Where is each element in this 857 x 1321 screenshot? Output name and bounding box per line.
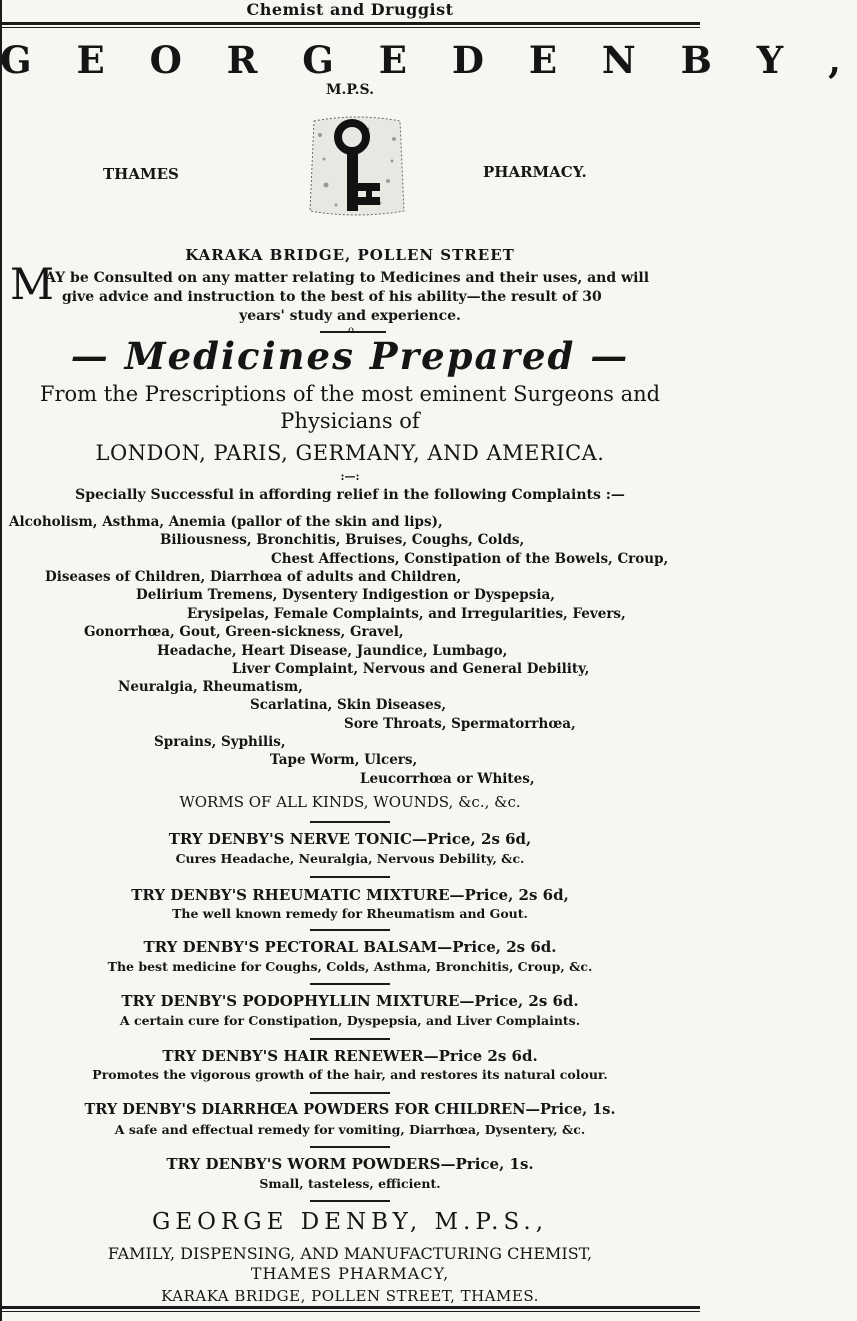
product-desc: The best medicine for Coughs, Colds, Asthma, Bronchitis, Croup, &c. (107, 959, 593, 974)
divider (310, 929, 390, 931)
complaint-line: Alcoholism, Asthma, Anemia (pallor of the skin and lips), (9, 514, 443, 530)
product-desc: A certain cure for Constipation, Dyspepsia, and Liver Complaints. (119, 1013, 581, 1028)
footer-name: GEORGE DENBY, M.P.S., (151, 1209, 549, 1235)
worms-line: WORMS OF ALL KINDS, WOUNDS, &c., &c. (179, 793, 521, 811)
complaint-line: Erysipelas, Female Complaints, and Irregularities, Fevers, (187, 606, 626, 622)
product-desc: A safe and effectual remedy for vomiting, Diarrhœa, Dysentery, &c. (114, 1122, 586, 1137)
complaint-line: Tape Worm, Ulcers, (270, 752, 418, 768)
divider (310, 1092, 390, 1094)
divider (310, 1146, 390, 1148)
divider (310, 1200, 390, 1202)
product-title: TRY DENBY'S NERVE TONIC—Price, 2s 6d, (168, 830, 532, 848)
complaint-line: Biliousness, Bronchitis, Bruises, Coughs, Colds, (160, 532, 525, 548)
header-rule (0, 22, 700, 25)
complaint-line: Sprains, Syphilis, (154, 734, 286, 750)
key-emblem-icon (306, 115, 408, 218)
complaint-line: Chest Affections, Constipation of the Bowels, Croup, (271, 551, 669, 567)
divider (310, 1038, 390, 1040)
advertiser-name: G E O R G E D E N B Y , (0, 38, 857, 82)
footer-rule (0, 1306, 700, 1309)
product-desc: The well known remedy for Rheumatism and Gout. (172, 906, 528, 921)
complaint-line: Diseases of Children, Diarrhœa of adults and Children, (45, 569, 462, 585)
section-header: Chemist and Druggist (246, 0, 454, 19)
drop-cap: M (10, 260, 55, 310)
footer-rule-thin (0, 1311, 700, 1312)
complaint-line: Leucorrhœa or Whites, (360, 771, 535, 787)
footer-address: KARAKA BRIDGE, POLLEN STREET, THAMES. (161, 1287, 539, 1305)
intro-line-2: give advice and instruction to the best of his ability—the result of 30 (62, 289, 602, 305)
complaints-intro: Specially Successful in affording relief in the following Complaints :— (75, 487, 625, 503)
product-title: TRY DENBY'S DIARRHŒA POWDERS FOR CHILDREN—Price, 1s. (84, 1101, 616, 1118)
product-desc: Promotes the vigorous growth of the hair, and restores its natural colour. (92, 1067, 608, 1082)
complaint-line: Headache, Heart Disease, Jaundice, Lumbago, (157, 643, 508, 659)
thames-label: THAMES (103, 165, 179, 183)
divider (310, 876, 390, 878)
address-line: KARAKA BRIDGE, POLLEN STREET (185, 246, 515, 264)
product-title: TRY DENBY'S PODOPHYLLIN MIXTURE—Price, 2s 6d. (121, 992, 579, 1010)
complaint-line: Delirium Tremens, Dysentery Indigestion or Dyspepsia, (136, 587, 555, 603)
complaint-line: Liver Complaint, Nervous and General Debility, (232, 661, 590, 677)
intro-line-1: AY be Consulted on any matter relating to Medicines and their uses, and will (45, 270, 650, 286)
product-title: TRY DENBY'S HAIR RENEWER—Price 2s 6d. (162, 1047, 538, 1065)
product-title: TRY DENBY'S WORM POWDERS—Price, 1s. (166, 1155, 534, 1173)
product-desc: Small, tasteless, efficient. (259, 1176, 441, 1191)
header-rule-thin (0, 27, 700, 28)
complaint-line: Scarlatina, Skin Diseases, (250, 697, 447, 713)
headline: — Medicines Prepared — (70, 334, 630, 378)
divider (310, 821, 390, 823)
footer-pharmacy: THAMES PHARMACY, (250, 1264, 450, 1283)
product-desc: Cures Headache, Neuralgia, Nervous Debility, &c. (175, 851, 525, 866)
cities-line: LONDON, PARIS, GERMANY, AND AMERICA. (95, 441, 605, 465)
divider (310, 983, 390, 985)
intro-line-3: years' study and experience. (239, 308, 461, 324)
divider-ornament: o (348, 325, 355, 336)
footer-description: FAMILY, DISPENSING, AND MANUFACTURING CHEMIST, (107, 1244, 593, 1263)
pharmacy-label: PHARMACY. (483, 163, 587, 181)
complaint-line: Sore Throats, Spermatorrhœa, (344, 716, 576, 732)
cities-divider: :—: (340, 470, 360, 483)
prescriptions-line-1: From the Prescriptions of the most eminent Surgeons and (39, 382, 661, 406)
credential: M.P.S. (326, 82, 374, 98)
product-title: TRY DENBY'S RHEUMATIC MIXTURE—Price, 2s 6d, (131, 886, 569, 904)
product-title: TRY DENBY'S PECTORAL BALSAM—Price, 2s 6d. (143, 938, 557, 956)
complaint-line: Gonorrhœa, Gout, Green-sickness, Gravel, (84, 624, 404, 640)
prescriptions-line-2: Physicians of (280, 409, 420, 433)
complaint-line: Neuralgia, Rheumatism, (118, 679, 303, 695)
